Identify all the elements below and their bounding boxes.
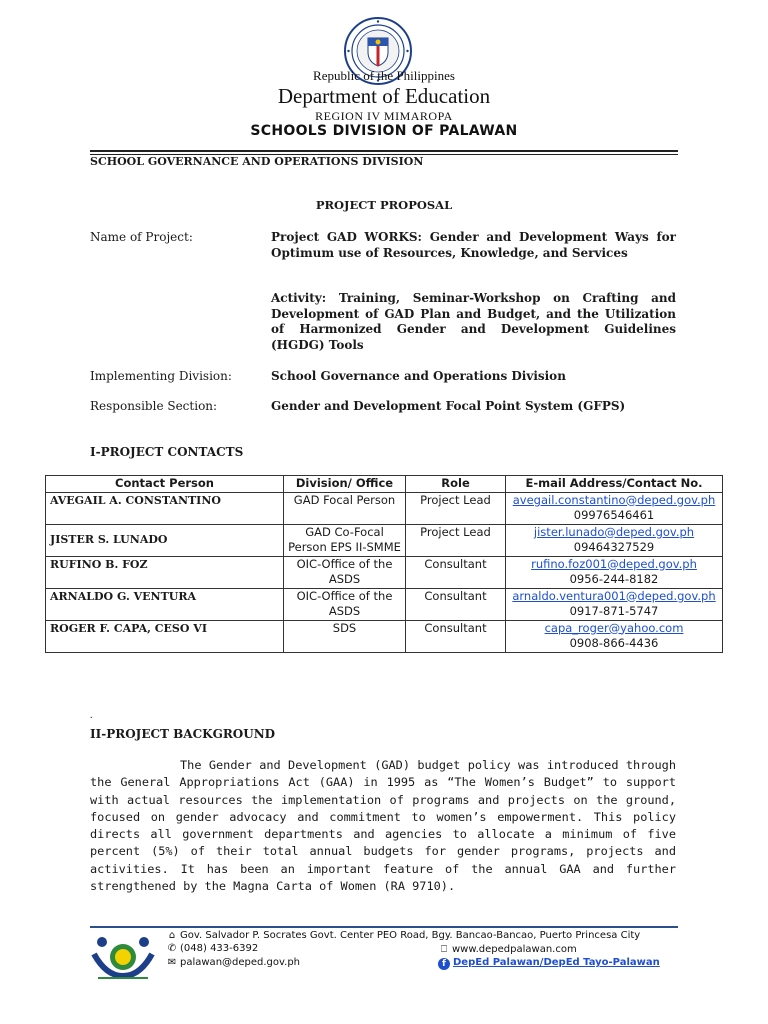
contact-office: SDS [284, 620, 406, 652]
contact-phone: 0956-244-8182 [569, 572, 659, 586]
table-row [46, 524, 723, 556]
implementing-division-label: Implementing Division: [90, 369, 232, 383]
contact-role: Consultant [406, 588, 506, 620]
region-name: REGION IV MIMAROPA [315, 109, 453, 123]
contact-role: Project Lead [406, 492, 506, 524]
contact-office-text: GAD Co-Focal Person EPS II-SMME [288, 524, 401, 554]
contact-details [506, 492, 723, 524]
contact-name: JISTER S. LUNADO [46, 524, 284, 556]
contact-phone: 0908-866-4436 [569, 636, 659, 650]
contact-details [506, 588, 723, 620]
contact-role: Consultant [406, 620, 506, 652]
stray-mark: . [90, 710, 93, 721]
contact-phone: 0917-871-5747 [569, 604, 659, 618]
project-name-label: Name of Project: [90, 230, 193, 244]
contact-office: OIC-Office of the ASDS [284, 588, 406, 620]
responsible-section-value: Gender and Development Focal Point System (GFPS) [271, 399, 626, 413]
contact-role: Consultant [406, 556, 506, 588]
country-line: Republic of the Philippines [313, 68, 455, 83]
table-row [46, 620, 723, 652]
email-link[interactable]: avegail.constantino@deped.gov.ph [512, 492, 716, 507]
contact-role: Project Lead [406, 524, 506, 556]
email-link[interactable]: rufino.foz001@deped.gov.ph [531, 556, 697, 571]
globe-icon: ⎕ [441, 944, 447, 955]
contact-office: GAD Focal Person [284, 492, 406, 524]
division-name: SCHOOLS DIVISION OF PALAWAN [250, 123, 518, 139]
contact-office [284, 524, 406, 556]
column-header: E-mail Address/Contact No. [506, 476, 723, 493]
section-heading-contacts: I-PROJECT CONTACTS [90, 445, 244, 459]
footer-address: ⌂ Gov. Salvador P. Socrates Govt. Center PEO Road, Bgy. Bancao-Bancao, Puerto Princesa City [166, 930, 640, 941]
contact-phone: 09464327529 [573, 540, 655, 554]
contact-name: ARNALDO G. VENTURA [46, 588, 284, 620]
email-icon: ✉ [167, 957, 177, 968]
activity-value: Activity: Training, Seminar-Workshop on Crafting and Development of GAD Plan and Budget, and the Utilization of Harmonized Gender and Development Guidelines (HGDG) Tools [271, 291, 676, 352]
contact-phone: 09976546461 [573, 508, 655, 522]
table-row [46, 556, 723, 588]
email-link[interactable]: capa_roger@yahoo.com [544, 620, 684, 635]
contact-details [506, 556, 723, 588]
footer-facebook: f DepEd Palawan/DepEd Tayo-Palawan [438, 957, 660, 970]
footer-email: ✉ palawan@deped.gov.ph [167, 957, 301, 968]
contact-name: ROGER F. CAPA, CESO VI [46, 620, 284, 652]
sdo-palawan-logo [90, 928, 156, 990]
footer-phone: ✆ (048) 433-6392 [167, 943, 259, 954]
contact-details [506, 524, 723, 556]
table-row [46, 492, 723, 524]
contact-details [506, 620, 723, 652]
background-paragraph: The Gender and Development (GAD) budget policy was introduced through the General Appropriations Act (GAA) in 1995 as “The Women’s Budget” to support with actual resources the implementation of programs and projects on the ground, focused on gender advocacy and commitment to women’s empowerment. This policy directs all government departments and agencies to allocate a minimum of five percent (5%) of their total annual budgets for gender programs, projects and activities. It has been an important feature of the annual GAA and further strengthened by the Magna Carta of Women (RA 9710). [90, 758, 676, 894]
implementing-division-value: School Governance and Operations Division [271, 369, 566, 383]
table-header-row [46, 476, 723, 493]
email-link[interactable]: arnaldo.ventura001@deped.gov.ph [512, 588, 716, 603]
facebook-icon: f [438, 958, 450, 970]
document-title: PROJECT PROPOSAL [315, 198, 453, 212]
contact-name: AVEGAIL A. CONSTANTINO [46, 492, 284, 524]
header-rule-thick [90, 150, 678, 152]
responsible-section-label: Responsible Section: [90, 399, 218, 413]
footer-website: ⎕ www.depedpalawan.com [438, 944, 577, 955]
contact-name: RUFINO B. FOZ [46, 556, 284, 588]
contacts-table [45, 475, 723, 653]
column-header: Contact Person [46, 476, 284, 493]
column-header: Role [406, 476, 506, 493]
section-heading-background: II-PROJECT BACKGROUND [90, 727, 276, 741]
home-icon: ⌂ [168, 930, 176, 941]
footer-rule [90, 926, 678, 928]
email-link[interactable]: jister.lunado@deped.gov.ph [533, 524, 695, 539]
department-name: Department of Education [277, 84, 491, 108]
table-row [46, 588, 723, 620]
project-name-value: Project GAD WORKS: Gender and Development Ways for Optimum use of Resources, Knowledge, and Services [271, 230, 676, 260]
column-header: Division/ Office [284, 476, 406, 493]
office-name: SCHOOL GOVERNANCE AND OPERATIONS DIVISION [90, 155, 424, 168]
phone-icon: ✆ [167, 943, 177, 954]
contact-office: OIC-Office of the ASDS [284, 556, 406, 588]
